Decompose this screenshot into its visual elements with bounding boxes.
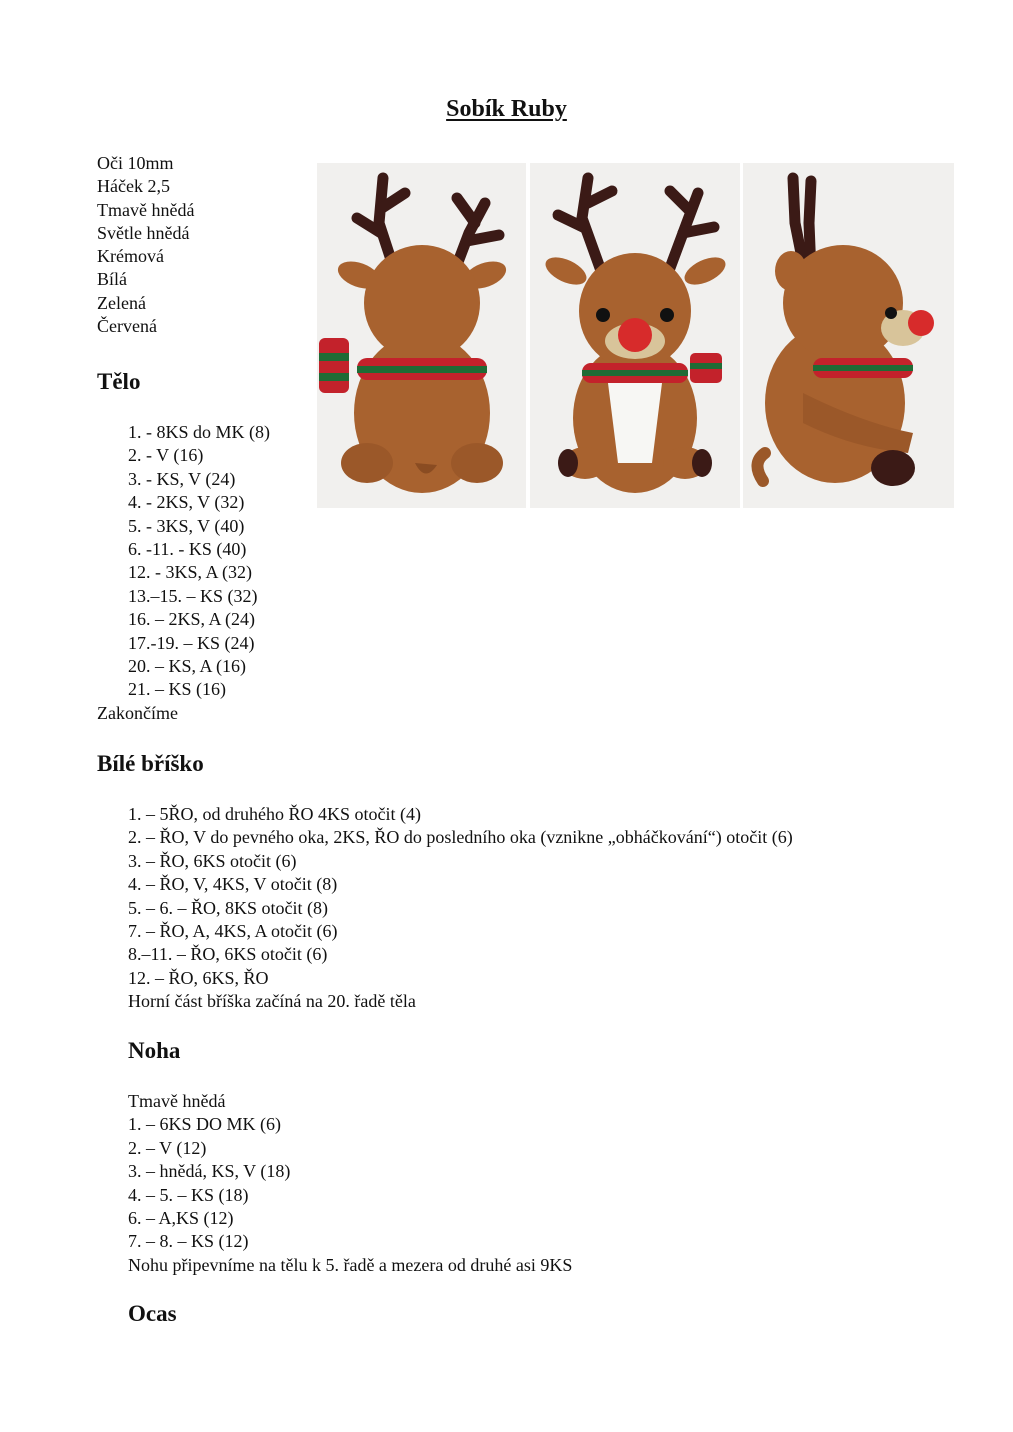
list-item: 1. - 8KS do MK (8) <box>128 422 270 442</box>
list-item: 6. – A,KS (12) <box>128 1208 234 1229</box>
section-heading-telo: Tělo <box>97 369 141 394</box>
material-item: Zelená <box>97 292 146 313</box>
material-item: Bílá <box>97 269 127 290</box>
material-item: Tmavě hnědá <box>97 199 195 220</box>
list-item: 4. – 5. – KS (18) <box>128 1184 249 1205</box>
list-item: 7. – ŘO, A, 4KS, A otočit (6) <box>128 921 338 942</box>
list-item: 16. – 2KS, A (24) <box>128 609 256 630</box>
list-item: 4. – ŘO, V, 4KS, V otočit (8) <box>128 874 338 895</box>
list-item: 3. - KS, V (24) <box>128 468 236 489</box>
page-title: Sobík Ruby <box>446 96 567 122</box>
list-item: 7. – 8. – KS (12) <box>128 1231 249 1252</box>
reindeer-photo-back <box>317 163 526 508</box>
material-item: Červená <box>97 316 157 337</box>
list-item: 1. – 5ŘO, od druhého ŘO 4KS otočit (4) <box>128 804 421 824</box>
list-item: 3. – hnědá, KS, V (18) <box>128 1161 291 1182</box>
list-item: 5. – 6. – ŘO, 8KS otočit (8) <box>128 897 328 918</box>
reindeer-back-illustration <box>317 163 526 508</box>
list-item: 6. -11. - KS (40) <box>128 539 247 560</box>
reindeer-front-illustration <box>530 163 740 508</box>
list-item: 5. - 3KS, V (40) <box>128 515 245 536</box>
list-item: Tmavě hnědá <box>128 1091 226 1111</box>
material-item: Světle hnědá <box>97 222 190 243</box>
list-item: 13.–15. – KS (32) <box>128 585 258 606</box>
list-item: 20. – KS, A (16) <box>128 656 247 677</box>
list-item: 2. – V (12) <box>128 1137 207 1158</box>
material-item: Háček 2,5 <box>97 176 170 197</box>
reindeer-side-illustration <box>743 163 954 508</box>
telo-footer: Zakončíme <box>97 703 178 723</box>
list-item: 17.-19. – KS (24) <box>128 632 255 653</box>
materials-list <box>97 152 194 338</box>
material-item: Krémová <box>97 246 164 267</box>
list-item: Nohu připevníme na tělu k 5. řadě a mezera od druhé asi 9KS <box>128 1254 573 1275</box>
list-item: 21. – KS (16) <box>128 679 226 700</box>
list-item: 12. – ŘO, 6KS, ŘO <box>128 967 269 988</box>
list-item: 1. – 6KS DO MK (6) <box>128 1114 281 1135</box>
telo-rows <box>128 421 270 702</box>
reindeer-photo-front <box>530 163 740 508</box>
list-item: 2. - V (16) <box>128 445 204 466</box>
section-heading-brisko: Bílé bříško <box>97 751 204 776</box>
section-heading-noha: Noha <box>128 1038 181 1063</box>
noha-rows <box>128 1090 572 1277</box>
list-item: 12. - 3KS, A (32) <box>128 562 253 583</box>
list-item: 3. – ŘO, 6KS otočit (6) <box>128 850 297 871</box>
brisko-rows <box>128 803 793 1014</box>
material-item: Oči 10mm <box>97 153 174 173</box>
list-item: Horní část bříška začíná na 20. řadě těla <box>128 991 416 1012</box>
list-item: 2. – ŘO, V do pevného oka, 2KS, ŘO do posledního oka (vznikne „obháčkování“) otočit (6) <box>128 827 793 848</box>
reindeer-photo-side <box>743 163 954 508</box>
list-item: 8.–11. – ŘO, 6KS otočit (6) <box>128 944 328 965</box>
list-item: 4. - 2KS, V (32) <box>128 492 245 513</box>
section-heading-ocas: Ocas <box>128 1301 177 1326</box>
